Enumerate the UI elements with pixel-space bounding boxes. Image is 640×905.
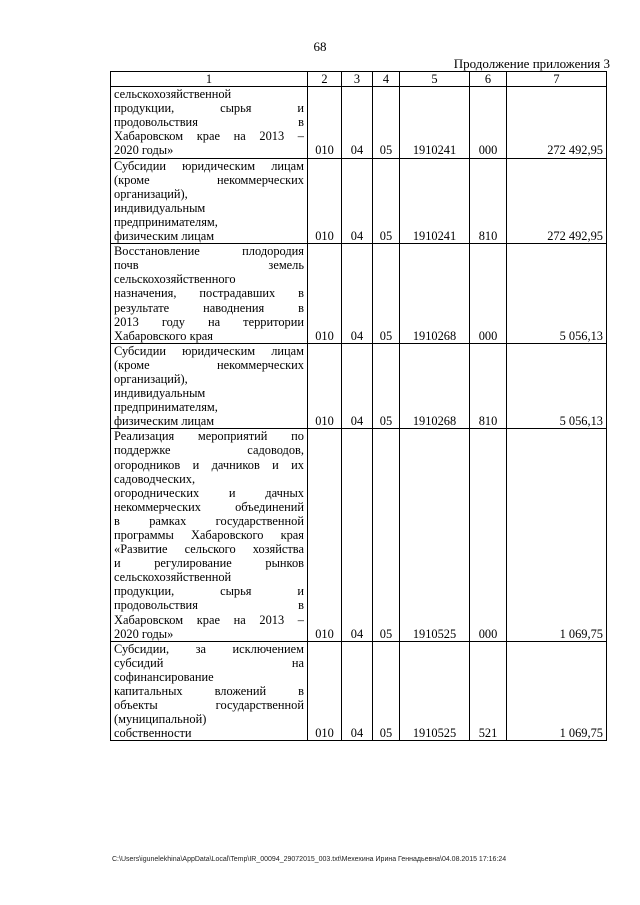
- section-code-cell: 04: [342, 641, 373, 741]
- section-code-cell: 04: [342, 87, 373, 158]
- item-name-line: некоммерческих объединений: [114, 499, 304, 514]
- item-name-line: софинансирование: [114, 669, 214, 684]
- expense-type-cell: 000: [470, 87, 507, 158]
- target-article-cell: 1910268: [400, 343, 470, 429]
- header-cell: 2: [308, 72, 342, 87]
- target-article-cell: 1910241: [400, 158, 470, 244]
- amount-cell: 272 492,95: [507, 158, 607, 244]
- ministry-code-cell: 010: [308, 343, 342, 429]
- item-name-line: собственности: [114, 726, 192, 741]
- amount-cell: 5 056,13: [507, 244, 607, 344]
- file-path-footer: C:\Users\igunelekhina\AppData\Local\Temp\IR_00094_29072015_003.txt\Мехехина Ирина Геннадьевна\04.08.2015 17:16:24: [112, 856, 507, 863]
- page-number: 68: [313, 39, 327, 54]
- amount-cell: 5 056,13: [507, 343, 607, 429]
- item-name-line: предпринимателям,: [114, 400, 218, 415]
- target-article-cell: 1910525: [400, 429, 470, 641]
- item-name-cell: [111, 429, 308, 641]
- item-name-line: Субсидии юридическим лицам: [114, 158, 304, 173]
- subsection-code-cell: 05: [373, 343, 400, 429]
- item-name-line: огороднических и дачных: [114, 485, 304, 500]
- ministry-code-cell: 010: [308, 244, 342, 344]
- expense-type-cell: 810: [470, 343, 507, 429]
- item-name-cell: [111, 343, 308, 429]
- item-name-line: Реализация мероприятий по: [114, 429, 304, 444]
- amount-cell: 1 069,75: [507, 641, 607, 741]
- item-name-line: объекты государственной: [114, 698, 304, 713]
- item-name-line: программы Хабаровского края: [114, 528, 304, 542]
- amount-cell: 1 069,75: [507, 429, 607, 641]
- item-name-line: продукции, сырья и: [114, 101, 304, 116]
- item-name-line: субсидий на: [114, 655, 304, 670]
- item-name-line: Субсидии юридическим лицам: [114, 343, 304, 358]
- header-cell: 1: [111, 72, 308, 87]
- item-name-line: предпринимателям,: [114, 214, 218, 229]
- target-article-cell: 1910241: [400, 87, 470, 158]
- subsection-code-cell: 05: [373, 158, 400, 244]
- item-name-line: и регулирование рынков: [114, 556, 304, 571]
- item-name-line: сельскохозяйственного: [114, 272, 236, 287]
- item-name-line: (кроме некоммерческих: [114, 357, 304, 372]
- item-name-line: 2020 годы»: [114, 626, 174, 641]
- subsection-code-cell: 05: [373, 641, 400, 741]
- budget-table: [110, 71, 607, 741]
- table-row: [111, 158, 607, 244]
- subsection-code-cell: 05: [373, 244, 400, 344]
- item-name-line: организаций),: [114, 371, 188, 386]
- item-name-cell: [111, 641, 308, 741]
- item-name-line: сельскохозяйственной: [114, 570, 232, 585]
- item-name-line: капитальных вложений в: [114, 684, 304, 699]
- table-row: [111, 87, 607, 158]
- table-row: [111, 429, 607, 641]
- item-name-line: Хабаровском крае на 2013 –: [114, 612, 304, 627]
- item-name-line: индивидуальным: [114, 200, 206, 215]
- item-name-line: индивидуальным: [114, 386, 206, 401]
- item-name-line: результате наводнения в: [114, 300, 304, 315]
- header-cell: 3: [342, 72, 373, 87]
- item-name-line: «Развитие сельского хозяйства: [114, 542, 304, 557]
- item-name-line: (кроме некоммерческих: [114, 172, 304, 187]
- item-name-line: продовольствия в: [114, 115, 304, 130]
- ministry-code-cell: 010: [308, 429, 342, 641]
- item-name-line: в рамках государственной: [114, 513, 304, 528]
- item-name-line: (муниципальной): [114, 712, 207, 727]
- item-name-line: организаций),: [114, 186, 188, 201]
- item-name-cell: [111, 244, 308, 344]
- section-code-cell: 04: [342, 429, 373, 641]
- item-name-line: назначения, пострадавших в: [114, 286, 304, 301]
- header-cell: 7: [507, 72, 607, 87]
- item-name-line: физическим лицам: [114, 414, 215, 429]
- continuation-label: Продолжение приложения 3: [453, 56, 610, 71]
- header-cell: 5: [400, 72, 470, 87]
- subsection-code-cell: 05: [373, 87, 400, 158]
- item-name-line: почв земель: [114, 258, 304, 273]
- item-name-line: огородников и дачников и их: [114, 457, 304, 472]
- item-name-line: сельскохозяйственной: [114, 87, 232, 102]
- item-name-line: Субсидии, за исключением: [114, 641, 304, 656]
- item-name-line: Хабаровском крае на 2013 –: [114, 129, 304, 144]
- target-article-cell: 1910525: [400, 641, 470, 741]
- expense-type-cell: 000: [470, 429, 507, 641]
- item-name-cell: [111, 158, 308, 244]
- section-code-cell: 04: [342, 244, 373, 344]
- header-cell: 6: [470, 72, 507, 87]
- table-row: [111, 641, 607, 741]
- section-code-cell: 04: [342, 343, 373, 429]
- header-row: [111, 72, 607, 87]
- table-row: [111, 343, 607, 429]
- item-name-line: 2020 годы»: [114, 143, 174, 158]
- ministry-code-cell: 010: [308, 158, 342, 244]
- ministry-code-cell: 010: [308, 641, 342, 741]
- expense-type-cell: 521: [470, 641, 507, 741]
- item-name-line: продукции, сырья и: [114, 584, 304, 599]
- header-cell: 4: [373, 72, 400, 87]
- item-name-line: физическим лицам: [114, 229, 215, 244]
- target-article-cell: 1910268: [400, 244, 470, 344]
- item-name-cell: [111, 87, 308, 158]
- amount-cell: 272 492,95: [507, 87, 607, 158]
- item-name-line: садоводческих,: [114, 471, 196, 486]
- item-name-line: 2013 году на территории: [114, 314, 304, 329]
- subsection-code-cell: 05: [373, 429, 400, 641]
- expense-type-cell: 810: [470, 158, 507, 244]
- expense-type-cell: 000: [470, 244, 507, 344]
- item-name-line: поддержке садоводов,: [114, 443, 304, 458]
- item-name-line: продовольствия в: [114, 598, 304, 613]
- section-code-cell: 04: [342, 158, 373, 244]
- table-row: [111, 244, 607, 344]
- item-name-line: Восстановление плодородия: [114, 244, 304, 259]
- ministry-code-cell: 010: [308, 87, 342, 158]
- item-name-line: Хабаровского края: [114, 328, 213, 343]
